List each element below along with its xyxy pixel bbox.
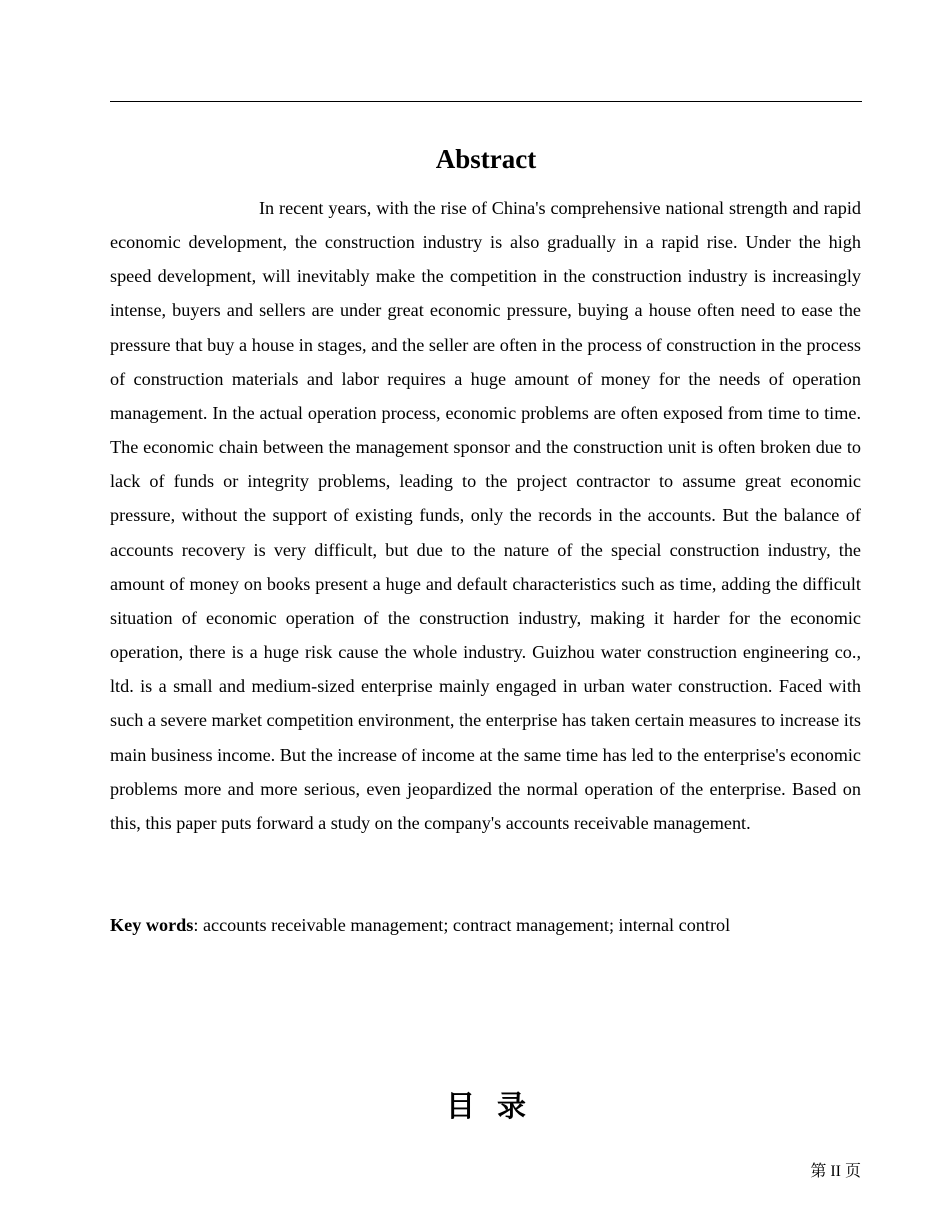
keywords-line [110,908,862,942]
abstract-body: In recent years, with the rise of China's comprehensive national strength and rapid economic development, the construction industry is also gradually in a rapid rise. Under the high speed development, will inevitably make the competition in the construction industry is increasingly intense, buyers and sellers are under great economic pressure, buying a house often need to ease the pressure that buy a house in stages, and the seller are often in the process of construction in the process of construction materials and labor requires a huge amount of money for the needs of operation management. In the actual operation process, economic problems are often exposed from time to time. The economic chain between the management sponsor and the construction unit is often broken due to lack of funds or integrity problems, leading to the project contractor to assume great economic pressure, without the support of existing funds, only the records in the accounts. But the balance of accounts recovery is very difficult, but due to the nature of the special construction industry, the amount of money on books present a huge and default characteristics such as time, adding the difficult situation of economic operation of the construction industry, making it harder for the economic operation, there is a huge risk cause the whole industry. Guizhou water construction engineering co., ltd. is a small and medium-sized enterprise mainly engaged in urban water construction. Faced with such a severe market competition environment, the enterprise has taken certain measures to increase its main business income. But the increase of income at the same time has led to the enterprise's economic problems more and more serious, even jeopardized the normal operation of the enterprise. Based on this, this paper puts forward a study on the company's accounts receivable management. [110,198,861,833]
page-number: 第 II 页 [810,1163,861,1180]
header-rule [110,101,862,102]
toc-title: 目录 [445,1089,548,1123]
abstract-title: Abstract [435,144,537,174]
keywords-label: Key words [110,915,194,935]
keywords-text: : accounts receivable management; contract management; internal control [193,915,731,935]
